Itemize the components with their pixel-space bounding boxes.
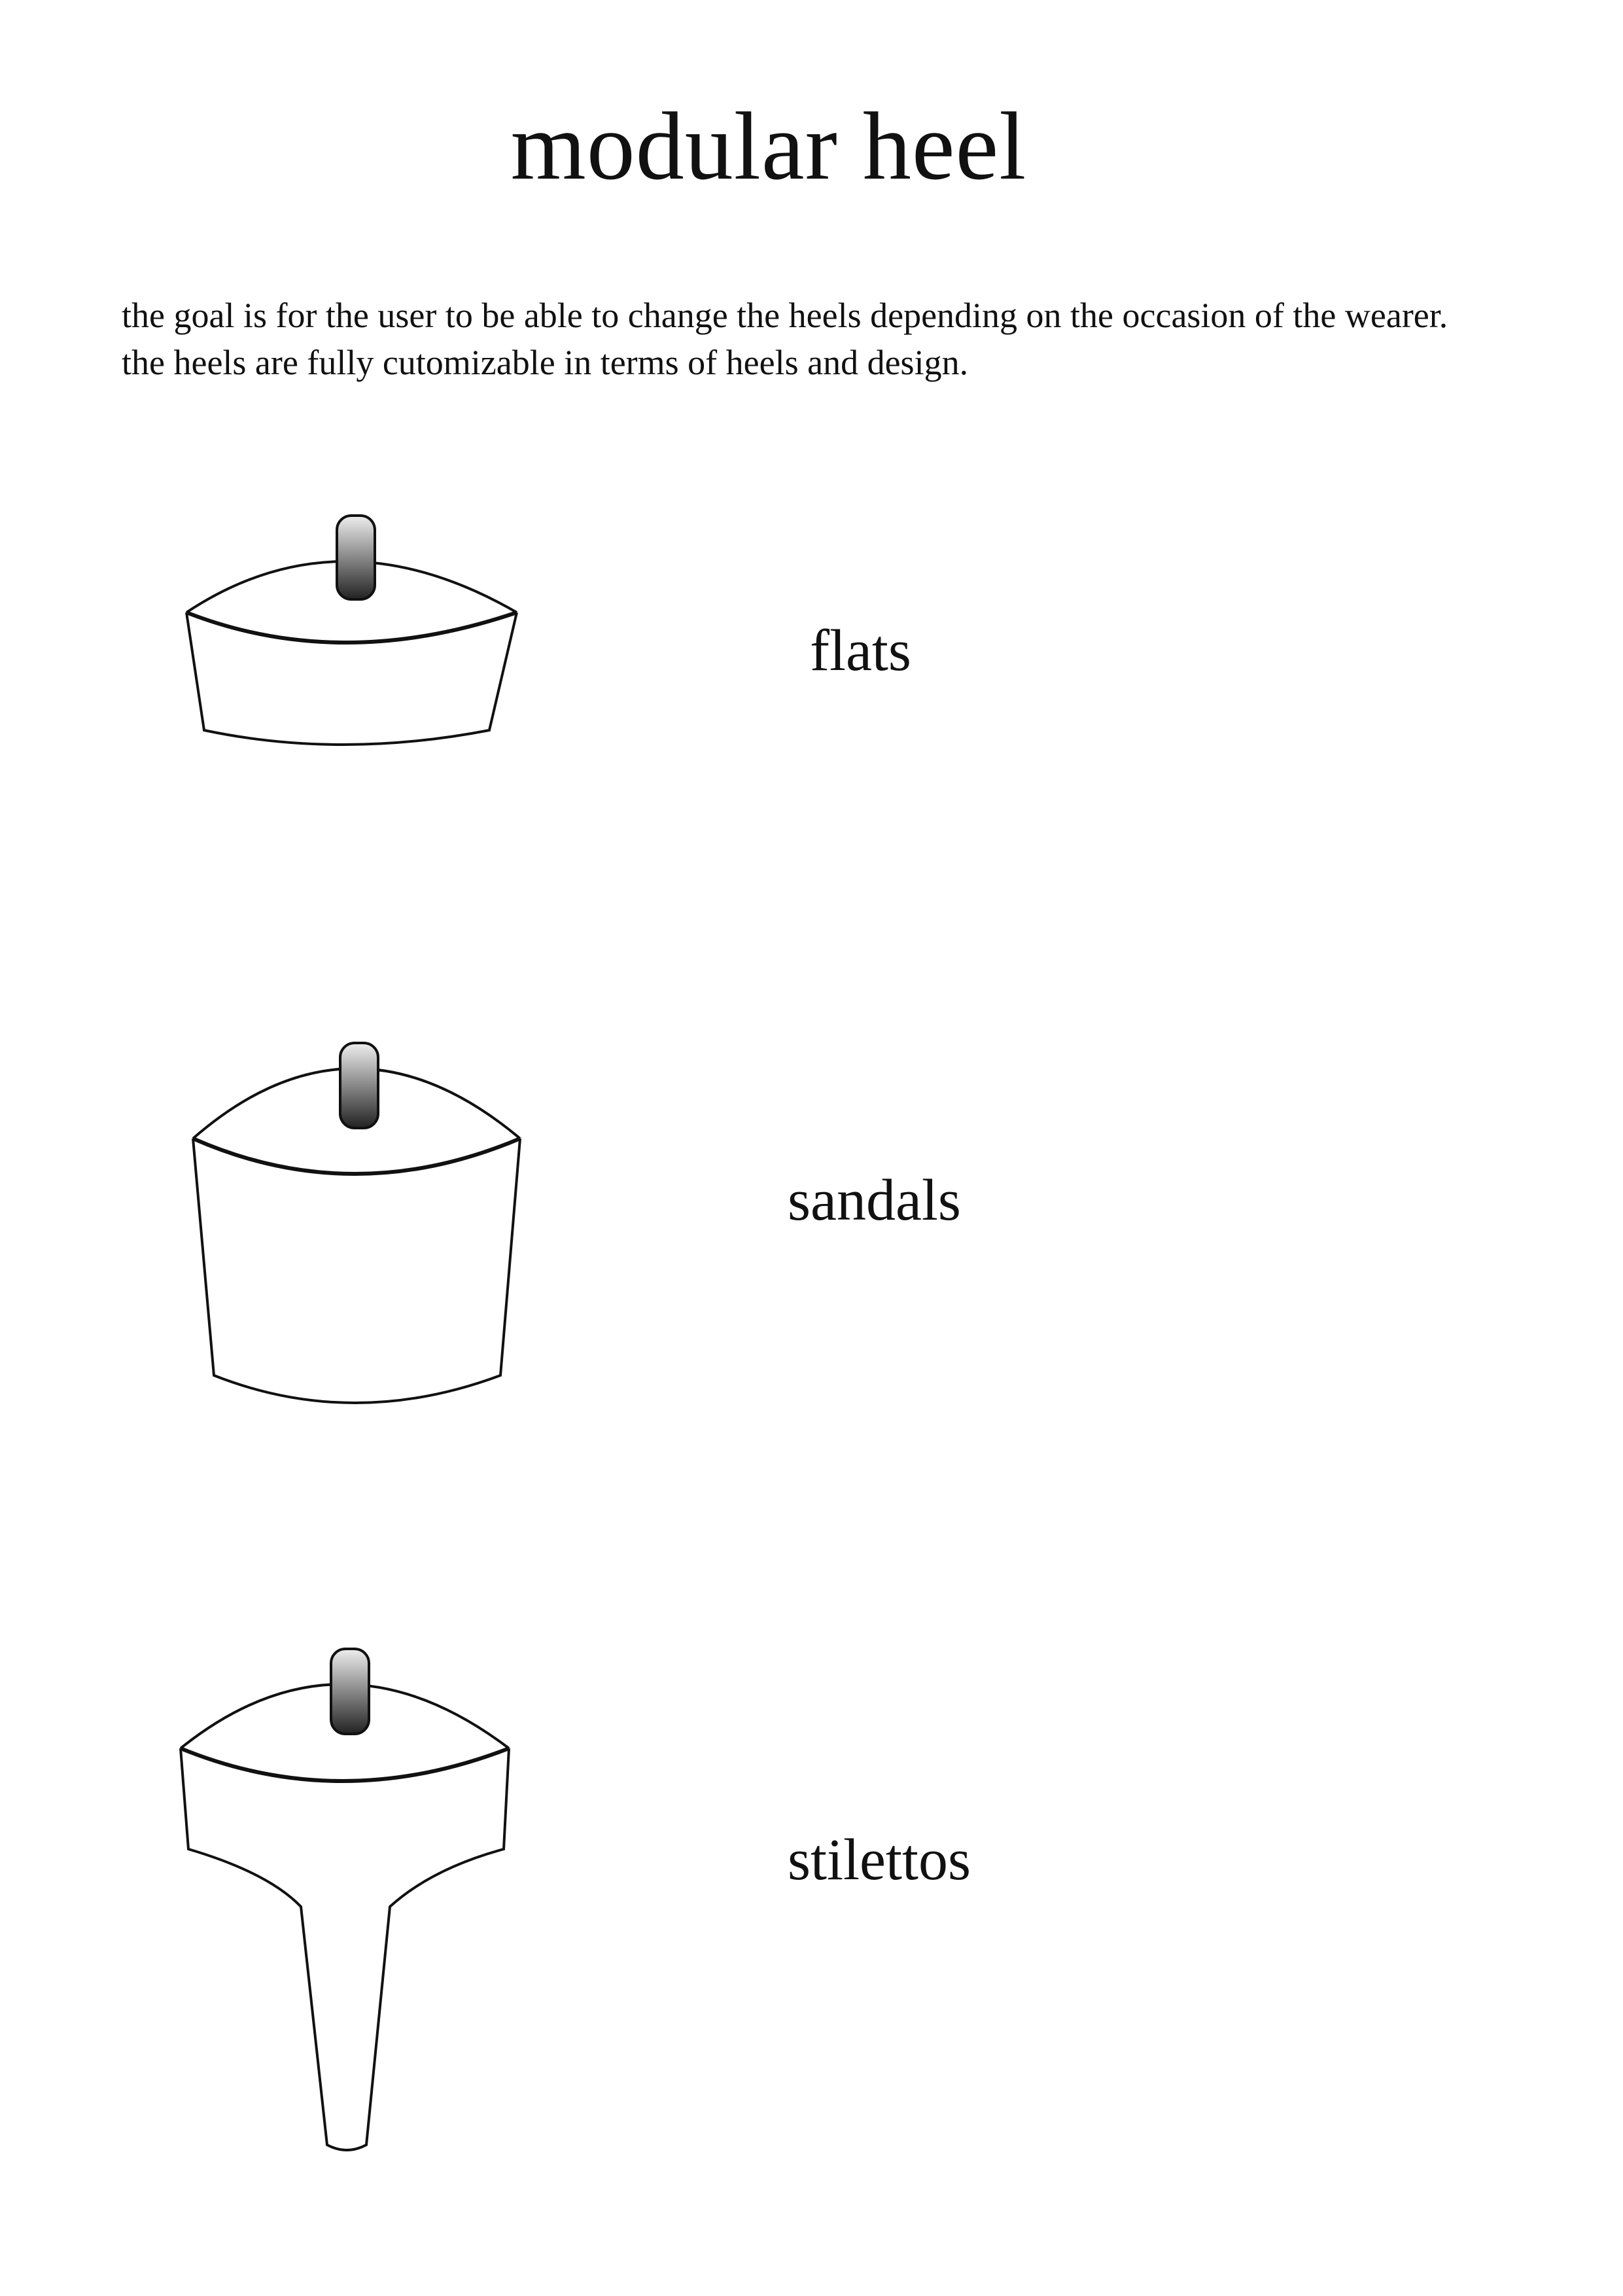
description: [122, 292, 1587, 386]
stiletto-heel-peg: [331, 1649, 369, 1734]
description-line-1: the goal is for the user to be able to change the heels depending on the occasion of the wearer.: [122, 296, 1448, 335]
stiletto-heel-drawing: [150, 1633, 582, 2183]
flats-label: flats: [810, 618, 911, 683]
flat-heel-peg: [337, 516, 375, 599]
stilettos-label: stilettos: [788, 1828, 971, 1892]
sandal-heel-peg: [340, 1043, 378, 1128]
description-line-2: the heels are fully cutomizable in terms of heels and design.: [122, 343, 969, 382]
sandals-label: sandals: [788, 1168, 961, 1233]
sandal-heel-drawing: [150, 1025, 582, 1430]
flat-heel-drawing: [150, 497, 582, 772]
page-title: modular heel: [510, 93, 1027, 200]
stiletto-heel-body: [181, 1684, 509, 2150]
